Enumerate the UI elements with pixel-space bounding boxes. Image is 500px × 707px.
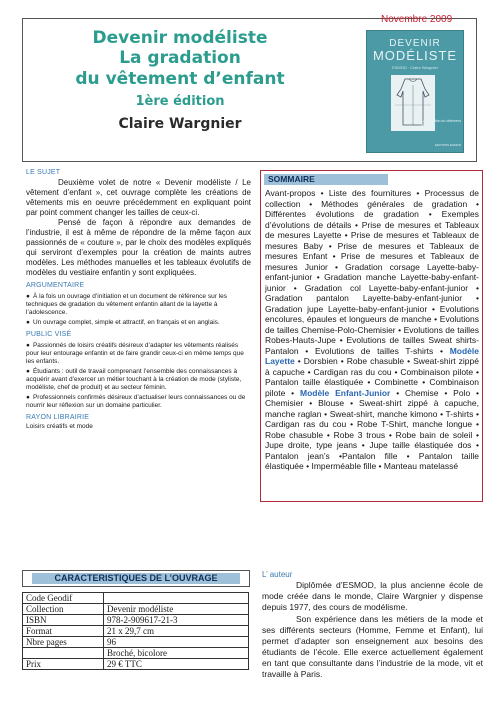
rayon-value: Loisirs créatifs et mode (26, 423, 93, 430)
rayon-heading: RAYON LIBRAIRIE (26, 414, 90, 421)
argumentaire-item: ● À la fois un ouvrage d’initiation et un document de référence sur les techniques de gradation du vêtement enfantin allant de la layette à l’adolescence. (26, 293, 227, 316)
spec-key: Format (23, 626, 104, 637)
spec-key: Nbre pages (23, 637, 104, 648)
modele-enfant-junior-label: Modèle Enfant-Junior (299, 387, 391, 398)
sommaire-box (260, 170, 483, 502)
table-row (23, 604, 249, 615)
public-heading: PUBLIC VISÉ (26, 331, 72, 338)
publication-date: Novembre 2009 (381, 14, 453, 25)
spec-table (22, 592, 249, 670)
table-row (23, 648, 249, 659)
auteur-paragraph-1: Diplômée d’ESMOD, la plus ancienne école de mode créée dans le monde, Claire Wargnier y dispense depuis 1977, des cours de modélisme. (262, 580, 483, 612)
public-item: ● Étudiants : outil de travail comprenant l’ensemble des connaissances à acquérir avant d’exercer un métier touchant à la création de mode (styliste, modéliste, chef de produit) et au secteur féminin. (26, 368, 242, 391)
caracteristiques-header (22, 570, 250, 587)
title-line-3: du vêtement d’enfant (75, 69, 285, 89)
table-row (23, 659, 249, 670)
auteur-text (262, 580, 483, 681)
spec-value: Broché, bicolore (104, 648, 249, 659)
table-row (23, 615, 249, 626)
modele-layette-label: Modèle Layette (265, 345, 479, 366)
sujet-paragraph-2: Pensé de façon à répondre aux demandes de l’industrie, il est à même de répondre de la même façon aux passionnés de « couture », par le choix des modèles expliqués qui serviront d’exemples pour la création de maints autres modèles. Les méthodes manuelles et les tableaux évolutifs de modèles du vestiaire enfantin y sont expliquées. (26, 218, 251, 277)
spec-value: 29 € TTC (104, 659, 249, 670)
table-row (23, 593, 249, 604)
spec-key: Prix (23, 659, 104, 670)
spec-key: ISBN (23, 615, 104, 626)
spec-value: 978-2-909617-21-3 (104, 615, 249, 626)
spec-value: Devenir modéliste (104, 604, 249, 615)
sommaire-body (265, 188, 479, 472)
cover-series-sub: ESMOD · Claire Wargnier (392, 65, 438, 70)
sommaire-part-3: • Chemise • Polo • Chemisier • Blouse • Sweat-shirt zippé à capuche, manche raglan • Sweat-shirt, manche kimono • T-shirts • Cardigan ras du cou • Robe T-Shirt, manche longue • Robe chasuble • Robe 3 trous • Robe bain de soleil • Jupe droite, type jeans • Jupe taille élastiquée dos • Pantalon jean’s •Pantalon fille • Pantalon taille élastiquée • Imperméable fille • Manteau matelassé (265, 387, 479, 471)
title-line-2: La gradation (119, 48, 241, 68)
argumentaire-item: ● Un ouvrage complet, simple et attractif, en français et en anglais. (26, 319, 220, 326)
spec-value (104, 593, 249, 604)
cover-publisher: EDITIONS ESMOD (435, 143, 462, 147)
cover-subtitle: La gradation du vêtement d’enfant (421, 119, 461, 127)
edition-label: 1ère édition (135, 94, 225, 109)
sujet-paragraph-1: Deuxième volet de notre « Devenir modéliste / Le vêtement d’enfant », cet ouvrage complète les créations de vêtements mis en oeuvre précédemment en expliquant point par point comment changer les tailles de ceux-ci. (26, 178, 251, 217)
spec-key: Collection (23, 604, 104, 615)
cover-series-top: DEVENIR (389, 38, 441, 49)
book-title-block (40, 28, 320, 135)
table-row (23, 637, 249, 648)
sommaire-part-2: • Dorsbien • Robe chasuble • Sweat-shirt zippé à capuche • Cardigan ras du cou • Combinaison pilote • Pantalon taille élastiquée • Combinette • Combinaison pilote • (265, 356, 479, 398)
author-name: Claire Wargnier (118, 116, 242, 132)
title-line-1: Devenir modéliste (92, 28, 268, 48)
auteur-paragraph-2: Son expérience dans les métiers de la mode et ses différents secteurs (Homme, Femme et Enfant), lui permet d’adapter son enseignement aux besoins des étudiants de l’école. Elle exerce actuellement également en tant que consultante dans l’industrie de la mode, vit et travaille à Paris. (262, 614, 483, 679)
cover-series-main: MODÉLISTE (372, 48, 458, 63)
sommaire-part-1: Avant-propos • Liste des fournitures • Processus de collection • Méthodes générales de gradation • Différentes évolutions de gradation • Exemples d’évolutions de détails • Prise de mesures et Tableaux de mesures Layette • Prise de mesures et Tableaux de mesures Baby • Prise de mesures et Tableaux de mesures Enfant • Prise de mesures et Tableaux de mesures Junior • Gradation corsage Layette-baby-enfant-junior • Gradation manche Layette-baby-enfant-junior • Gradation col Layette-baby-enfant-junior • Gradation pantalon Layette-baby-enfant-junior • Gradation jupe Layette-baby-enfant-junior • Evolutions encolures, épaules et longueurs de manche • Evolutions de tailles Chemise-Polo-Chemisier • Evolutions de tailles Robes-Hauts-Jupe • Evolutions de tailles Sweat shirts-Pantalon • Evolutions de tailles T-shirts • (265, 188, 479, 356)
spec-key (23, 648, 104, 659)
public-item: ● Passionnés de loisirs créatifs désireux d’adapter les vêtements réalisés pour leur entourage enfantin et de faire grandir ceux-ci en même temps que les enfants. (26, 342, 244, 365)
spec-value: 21 x 29,7 cm (104, 626, 249, 637)
spec-key: Code Geodif (23, 593, 104, 604)
argumentaire-heading: ARGUMENTAIRE (26, 282, 85, 289)
auteur-heading: L’ auteur (262, 570, 293, 579)
left-column (26, 165, 251, 431)
sujet-heading: LE SUJET (26, 169, 61, 176)
book-cover-image (366, 30, 464, 153)
public-item: ● Professionnels confirmés désireux d’actualiser leurs connaissances ou de nourrir leur réflexion sur un domaine particulier. (26, 394, 246, 409)
spec-value: 96 (104, 637, 249, 648)
caracteristiques-title: CARACTERISTIQUES DE L’OUVRAGE (32, 573, 240, 584)
sommaire-heading: SOMMAIRE (264, 174, 388, 185)
table-row (23, 626, 249, 637)
